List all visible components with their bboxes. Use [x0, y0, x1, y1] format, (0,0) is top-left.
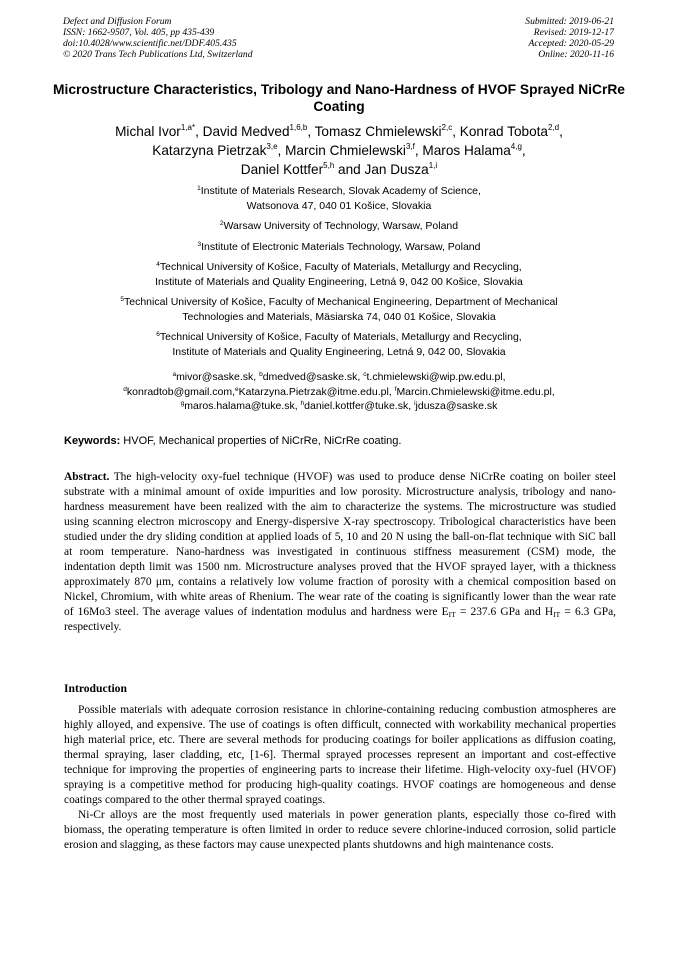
author-affil-sup: 1,a*: [180, 123, 196, 132]
affiliation-line: Technical University of Košice, Faculty of Materials, Metallurgy and Recycling,: [159, 261, 522, 273]
author-line: [40, 160, 638, 179]
affiliation: [40, 295, 638, 324]
paper-title: Microstructure Characteristics, Tribology and Nano-Hardness of HVOF Sprayed NiCrRe Coating: [53, 82, 625, 114]
author-line: Michal Ivor$^{1,a*}$, David Medved$^{1,6,b}$, Tomasz Chmielewski$^{2,c}$, Konrad Tobota$^{2,d}$,: [115, 123, 563, 139]
email-sup: c: [363, 371, 367, 378]
affiliation-line: Institute of Materials and Quality Engineering, Letná 9, 042 00 Košice, Slovakia: [155, 275, 523, 288]
author-name: Maros Halama: [422, 143, 511, 158]
accepted-date: Accepted: 2020-05-29: [528, 38, 614, 49]
affiliation: [40, 330, 638, 359]
journal-issn: ISSN: 1662-9507, Vol. 405, pp 435-439: [63, 27, 215, 38]
affiliation-line: Technical University of Košice, Faculty of Mechanical Engineering, Department of Mechanical: [124, 296, 558, 308]
introduction-heading: Introduction: [64, 682, 127, 695]
email-link[interactable]: daniel.kottfer@tuke.sk,: [304, 400, 415, 412]
affiliation-line: Warsaw University of Technology, Warsaw, Poland: [223, 220, 459, 232]
submission-dates: [525, 16, 614, 60]
author-affil-sup: 3,e: [266, 142, 278, 151]
keywords-text: HVOF, Mechanical properties of NiCrRe, NiCrRe coating.: [120, 435, 402, 447]
affiliation-number: 6: [156, 331, 160, 338]
author-name: Tomasz Chmielewski: [314, 124, 442, 139]
author-affil-sup: 3,f: [405, 142, 415, 151]
keywords: [64, 434, 616, 448]
author-affil-sup: 1,i: [428, 161, 438, 170]
email-link[interactable]: maros.halama@tuke.sk,: [184, 400, 301, 412]
affiliation-line: Institute of Materials Research, Slovak Academy of Science,: [200, 185, 481, 197]
journal-doi: doi:10.4028/www.scientific.net/DDF.405.435: [63, 38, 237, 49]
author-affil-sup: 2,d: [547, 123, 560, 132]
submitted-date: Submitted: 2019-06-21: [525, 16, 614, 27]
author-name: Michal Ivor: [115, 124, 181, 139]
email-sup: f: [394, 385, 397, 393]
introduction-paragraph: Possible materials with adequate corrosion resistance in chlorine-containing reducing combustion atmospheres are highly alloyed, and expensive. The use of coatings is often difficult, connected with workability mechanical properties high material price, etc. There are several methods for producing coatings for boiler applications as diffusion coating, thermal spraying, laser cladding, etc, [1-6]. Thermal sprayed processes represent an important and cost-effective technique for improving the properties of engineering parts to increase their lifetime. High-velocity oxy-fuel (HVOF) spraying is a competitive method for producing high-quality coatings. HVOF coatings are homogeneous and dense coatings compared to the other thermal sprayed coatings.: [64, 704, 616, 806]
author-affil-sup: 1,6,b: [289, 123, 308, 132]
email-sup: e: [235, 385, 239, 393]
author-affil-sup: 5,h: [323, 161, 335, 170]
author-joiner: and: [338, 162, 361, 177]
affiliation-number: 1: [197, 185, 201, 192]
affiliation-line: Institute of Materials and Quality Engineering, Letná 9, 042 00, Slovakia: [172, 345, 506, 358]
email-link[interactable]: jdusza@saske.sk: [415, 400, 498, 412]
journal-copyright: © 2020 Trans Tech Publications Ltd, Switzerland: [63, 49, 253, 60]
revised-date: Revised: 2019-12-17: [533, 27, 614, 38]
email-list: [40, 370, 638, 414]
email-sup: a: [172, 371, 177, 378]
email-link[interactable]: Marcin.Chmielewski@itme.edu.pl,: [396, 385, 555, 398]
email-link[interactable]: t.chmielewski@wip.pw.edu.pl,: [366, 371, 506, 383]
email-link[interactable]: mivor@saske.sk,: [176, 371, 260, 383]
journal-info: [63, 16, 253, 60]
introduction-paragraph: Ni-Cr alloys are the most frequently used materials in power generation plants, especially those co-fired with biomass, the operating temperature is often limited in order to reduce severe chlorine-induced corrosion, solid particle erosion and slagging, as these factors may cause unexpected plants shutdowns and high maintenance costs.: [64, 808, 616, 851]
affiliation-line: Technologies and Materials, Mäsiarska 74, 040 01 Košice, Slovakia: [182, 310, 496, 323]
email-link[interactable]: Katarzyna.Pietrzak@itme.edu.pl,: [238, 385, 395, 398]
affiliation-line: Institute of Electronic Materials Technology, Warsaw, Poland: [201, 240, 481, 253]
hardness-value: = 6.3 GPa, respectively.: [64, 605, 616, 633]
modulus-subscript: IT: [448, 609, 456, 619]
email-line: [40, 385, 638, 400]
hardness-subscript: IT: [553, 609, 561, 619]
email-line: [40, 399, 638, 414]
affiliation-number: 4: [156, 261, 160, 268]
affiliation: [40, 260, 638, 289]
author-name: Katarzyna Pietrzak: [152, 143, 267, 158]
affiliation-list: [40, 184, 638, 365]
introduction-body: [64, 703, 616, 853]
author-name: David Medved: [202, 124, 290, 139]
email-link[interactable]: konradtob@gmail.com,: [126, 385, 236, 398]
email-sup: g: [180, 400, 185, 407]
abstract-body: The high-velocity oxy-fuel technique (HVOF) was used to produce dense NiCrRe coating on boiler steel substrate with a minimal amount of oxide impurities and low porosity. Microstructure analysis, tribology and nano-hardness measurement have been realized with the aim to characterize the systems. The microstructure was studied using scanning electron microscopy and Energy-dispersive X-ray spectroscopy. Tribological characteristics have been studied under the dry sliding condition at applied loads of 5, 10 and 20 N using the ball-on-flat technique with SiC ball at room temperature. Nano-hardness was investigated in continuous stiffness measurement (CSM) mode, the indentation depth limit was 1500 nm. Microstructure analyses proved that the HVOF sprayed layer, with a thickness approximately 870 μm, contains a relatively low volume fraction of porosity with a chemical composition based on Nickel, Chromium, with white areas of Rhenium. The wear rate of the coating is significantly lower than the wear rate of 16Mo3 steel. The average values of indentation modulus and hardness were E: [64, 471, 616, 618]
author-name: Jan Dusza: [364, 162, 429, 177]
affiliation: [40, 240, 638, 255]
affiliation-line: Technical University of Košice, Faculty of Materials, Metallurgy and Recycling,: [159, 331, 522, 343]
author-name: Konrad Tobota: [459, 124, 548, 139]
abstract-label: Abstract.: [64, 471, 110, 483]
author-affil-sup: 4,g: [510, 142, 522, 151]
author-line: Katarzyna Pietrzak$^{3,e}$, Marcin Chmielewski$^{3,f}$, Maros Halama$^{4,g}$,: [152, 142, 526, 158]
email-line: [40, 370, 638, 385]
affiliation-number: 2: [219, 220, 224, 227]
abstract: [64, 470, 616, 634]
journal-name: Defect and Diffusion Forum: [63, 16, 172, 27]
affiliation: [40, 184, 638, 213]
modulus-value: = 237.6 GPa and H: [455, 605, 554, 618]
affiliation-number: 5: [120, 296, 124, 303]
author-affil-sup: 2,c: [441, 123, 453, 132]
author-list: [40, 122, 638, 179]
email-link[interactable]: dmedved@saske.sk,: [262, 371, 364, 383]
keywords-label: Keywords:: [64, 435, 121, 447]
email-sup: d: [123, 385, 127, 393]
affiliation-number: 3: [197, 240, 202, 248]
email-sup: i: [414, 400, 416, 407]
online-date: Online: 2020-11-16: [538, 49, 614, 60]
author-name: Daniel Kottfer: [240, 162, 324, 177]
email-sup: b: [259, 371, 263, 378]
affiliation-line: Watsonova 47, 040 01 Košice, Slovakia: [246, 199, 432, 212]
author-name: Marcin Chmielewski: [285, 143, 406, 158]
affiliation: [40, 219, 638, 234]
email-sup: h: [300, 400, 305, 407]
